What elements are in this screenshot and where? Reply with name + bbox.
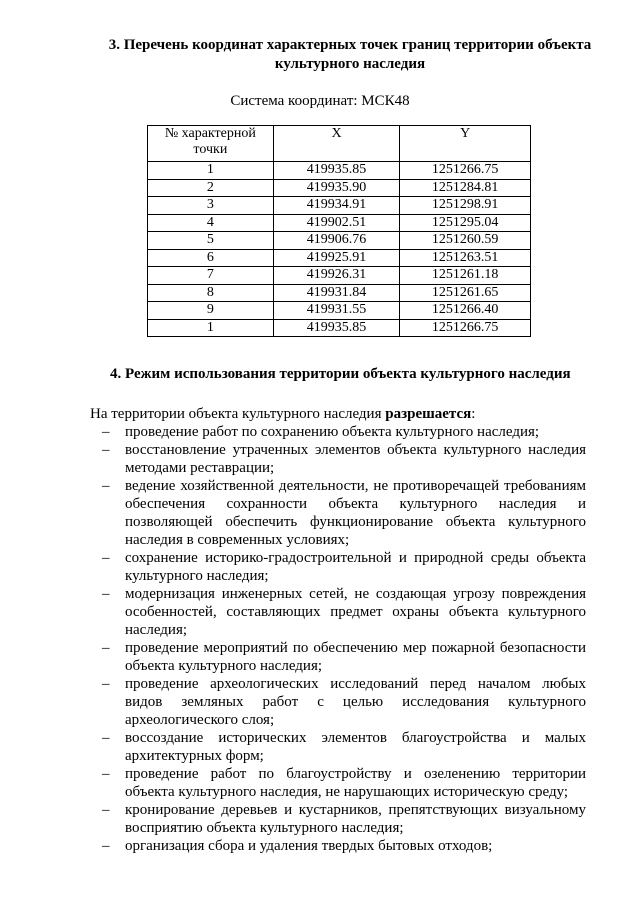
list-dash: – bbox=[102, 676, 110, 692]
table-row bbox=[148, 232, 531, 250]
cell-point: 5 bbox=[148, 232, 274, 250]
list-item bbox=[102, 549, 586, 585]
cell-x: 419934.91 bbox=[273, 197, 400, 215]
list-item bbox=[102, 441, 586, 477]
list-item-text: проведение работ по сохранению объекта культурного наследия; bbox=[125, 424, 540, 440]
list-item-text: кронирование деревьев и кустарников, препятствующих визуальному восприятию объекта культурного наследия; bbox=[125, 802, 586, 836]
cell-point: 1 bbox=[148, 319, 274, 337]
list-item-text: модернизация инженерных сетей, не создающая угрозу повреждения особенностей, составляющих предмет охраны объекта культурного наследия; bbox=[125, 586, 586, 638]
list-item bbox=[102, 675, 586, 729]
cell-x: 419925.91 bbox=[273, 249, 400, 267]
cell-y: 1251295.04 bbox=[400, 214, 531, 232]
cell-y: 1251266.75 bbox=[400, 319, 531, 337]
list-dash: – bbox=[102, 730, 110, 746]
cell-y: 1251260.59 bbox=[400, 232, 531, 250]
permitted-activities-list bbox=[102, 423, 586, 855]
cell-x: 419935.85 bbox=[273, 319, 400, 337]
intro-bold-word: разрешается bbox=[385, 406, 472, 422]
cell-point: 9 bbox=[148, 302, 274, 320]
list-item bbox=[102, 423, 586, 441]
list-item bbox=[102, 729, 586, 765]
intro-text: На территории объекта культурного наследия bbox=[90, 406, 386, 422]
table-row bbox=[148, 197, 531, 215]
header-point-number: № характерной точки bbox=[148, 126, 274, 162]
list-item bbox=[102, 801, 586, 837]
list-dash: – bbox=[102, 478, 110, 494]
list-item bbox=[102, 837, 586, 855]
list-dash: – bbox=[102, 442, 110, 458]
list-item bbox=[102, 477, 586, 549]
cell-y: 1251284.81 bbox=[400, 179, 531, 197]
cell-x: 419931.55 bbox=[273, 302, 400, 320]
cell-y: 1251266.75 bbox=[400, 162, 531, 180]
list-item-text: проведение археологических исследований перед началом любых видов земляных работ с целью исследования культурного археологического слоя; bbox=[125, 676, 586, 728]
table-row bbox=[148, 162, 531, 180]
cell-point: 3 bbox=[148, 197, 274, 215]
intro-colon: : bbox=[471, 406, 476, 422]
list-item bbox=[102, 765, 586, 801]
list-item-text: ведение хозяйственной деятельности, не противоречащей требованиям обеспечения сохранности объекта культурного наследия и позволяющей обеспечить функционирование объекта культурного наследия в современных условиях; bbox=[125, 478, 586, 548]
cell-x: 419926.31 bbox=[273, 267, 400, 285]
cell-point: 6 bbox=[148, 249, 274, 267]
permitted-intro bbox=[90, 405, 475, 423]
list-dash: – bbox=[102, 838, 110, 854]
cell-y: 1251261.65 bbox=[400, 284, 531, 302]
cell-x: 419931.84 bbox=[273, 284, 400, 302]
cell-point: 1 bbox=[148, 162, 274, 180]
list-dash: – bbox=[102, 802, 110, 818]
header-y: Y bbox=[400, 126, 531, 162]
cell-x: 419935.90 bbox=[273, 179, 400, 197]
cell-y: 1251266.40 bbox=[400, 302, 531, 320]
table-row bbox=[148, 179, 531, 197]
list-dash: – bbox=[102, 550, 110, 566]
table-row bbox=[148, 249, 531, 267]
table-row bbox=[148, 284, 531, 302]
cell-y: 1251263.51 bbox=[400, 249, 531, 267]
cell-point: 2 bbox=[148, 179, 274, 197]
cell-y: 1251298.91 bbox=[400, 197, 531, 215]
cell-x: 419906.76 bbox=[273, 232, 400, 250]
list-dash: – bbox=[102, 640, 110, 656]
cell-x: 419902.51 bbox=[273, 214, 400, 232]
cell-point: 4 bbox=[148, 214, 274, 232]
header-x: X bbox=[273, 126, 400, 162]
cell-y: 1251261.18 bbox=[400, 267, 531, 285]
list-dash: – bbox=[102, 586, 110, 602]
section-3-title: 3. Перечень координат характерных точек границ территории объекта культурного наследия bbox=[108, 37, 592, 72]
coordinate-system-label: Система координат: МСК48 bbox=[230, 93, 410, 109]
list-item-text: воссоздание исторических элементов благоустройства и малых архитектурных форм; bbox=[125, 730, 586, 764]
list-item bbox=[102, 585, 586, 639]
list-item-text: проведение мероприятий по обеспечению мер пожарной безопасности объекта культурного наследия; bbox=[125, 640, 586, 674]
table-row bbox=[148, 319, 531, 337]
table-header-row bbox=[148, 126, 531, 162]
list-dash: – bbox=[102, 766, 110, 782]
list-item-text: сохранение историко-градостроительной и природной среды объекта культурного наследия; bbox=[125, 550, 586, 584]
list-item-text: восстановление утраченных элементов объекта культурного наследия методами реставрации; bbox=[125, 442, 586, 476]
list-dash: – bbox=[102, 424, 110, 440]
table-row bbox=[148, 214, 531, 232]
table-row bbox=[148, 302, 531, 320]
cell-x: 419935.85 bbox=[273, 162, 400, 180]
list-item bbox=[102, 639, 586, 675]
section-4-title: 4. Режим использования территории объекта культурного наследия bbox=[110, 366, 571, 382]
coordinates-table bbox=[147, 125, 531, 337]
list-item-text: проведение работ по благоустройству и озеленению территории объекта культурного наследия, не нарушающих историческую среду; bbox=[125, 766, 586, 800]
table-row bbox=[148, 267, 531, 285]
cell-point: 7 bbox=[148, 267, 274, 285]
cell-point: 8 bbox=[148, 284, 274, 302]
list-item-text: организация сбора и удаления твердых бытовых отходов; bbox=[125, 838, 493, 854]
